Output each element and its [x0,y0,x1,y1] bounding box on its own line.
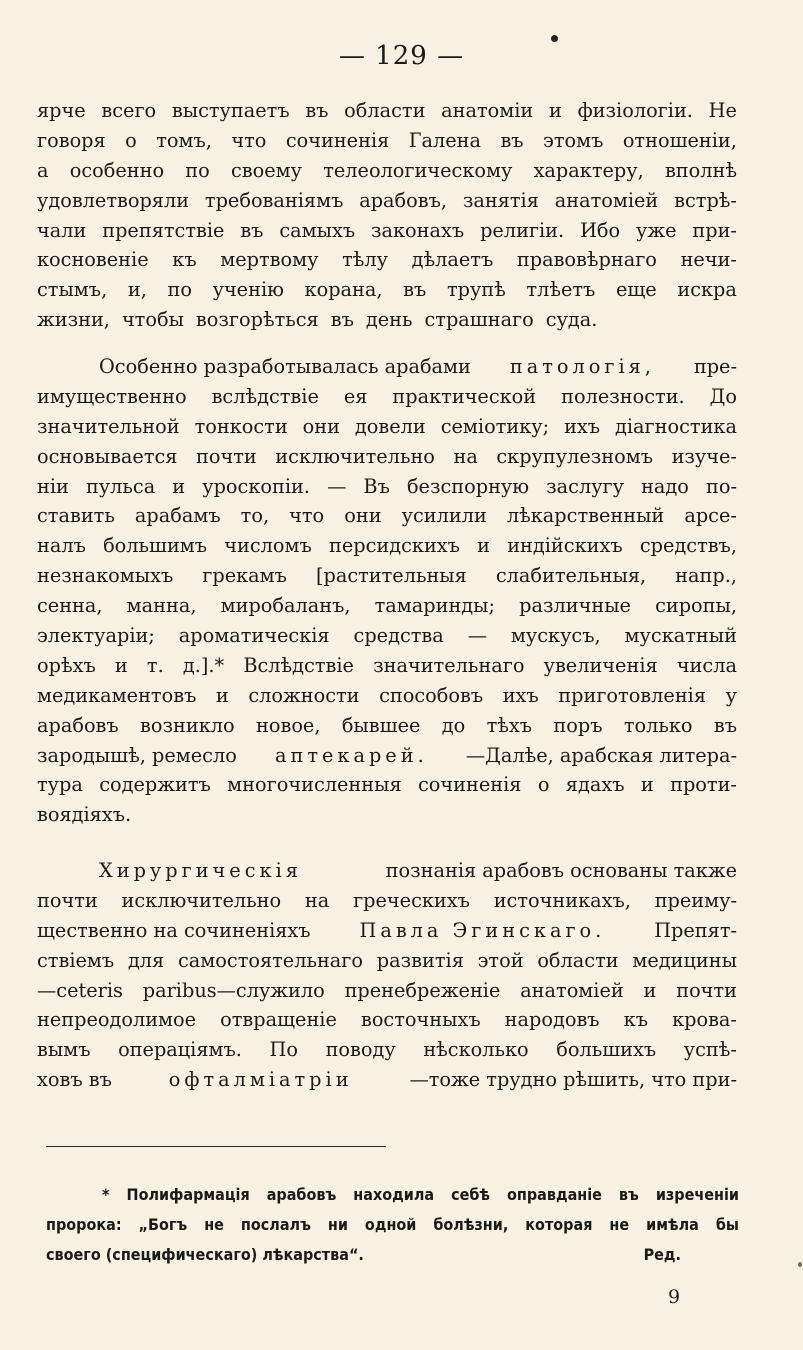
spaced-term: Павла Эгинскаго. [359,918,606,942]
page-header: — 129 — [338,41,465,71]
spaced-term: аптекарей. [275,743,428,767]
spaced-term: Хирургическія [99,859,302,882]
text-line: сенна, манна, миробаланъ, тамаринды; различные сиропы, [37,594,737,618]
text-line: орѣхъ и т. д.].* Вслѣдствіе значительнаго увеличенія числа [37,653,737,677]
text-line: ніи пульса и уроскопіи. — Въ безспорную заслугу надо по- [37,474,737,498]
text-line: говоря о томъ, что сочиненія Галена въ этомъ отношеніи, [37,128,737,152]
text-line: жизни, чтобы возгорѣться въ день страшнаго суда. [37,308,598,332]
text-line: ствіемъ для самостоятельнаго развитія этой области медицины [37,948,737,972]
text-line: незнакомыхъ грекамъ [растительныя слабительныя, напр., [37,564,737,588]
text-line: а особенно по своему телеологическому характеру, вполнѣ [37,158,737,182]
text-line: медикаментовъ и сложности способовъ ихъ приготовленія у [37,683,737,707]
footnote-line: * Полифармація арабовъ находила себѣ оправданіе въ изреченіи [102,1185,739,1204]
footnote-line: пророка: „Богъ не послалъ ни одной болѣзни, которая не имѣла бы [46,1215,739,1234]
footnote-divider [46,1146,386,1147]
text-line: ховъ въ офталміатріи —тоже трудно рѣшить, что при- [37,1065,737,1095]
text-line: стымъ, и, по ученію корана, въ трупѣ тлѣетъ еще искра [37,278,737,302]
paragraph-anatomy [37,96,737,335]
text-line: ярче всего выступаетъ въ области анатоміи и физіологіи. Не [37,99,737,122]
text-line: непреодолимое отвращеніе восточныхъ народовъ къ крова- [37,1008,737,1032]
text-line: ставить арабамъ то, что они усилили лѣкарственный арсе- [37,504,737,528]
paragraph-surgery [37,856,737,1095]
text-line: —ceteris paribus—служило пренебреженіе анатоміей и почти [37,978,737,1002]
spaced-term: патологія, [509,355,655,378]
text-line: почти исключительно на греческихъ источникахъ, преиму- [37,888,737,912]
text-line: значительной тонкости они довели семіотику; ихъ діагностика [37,414,737,438]
text-line: вымъ операціямъ. По поводу нѣсколько большихъ успѣ- [37,1038,737,1062]
text-line: Хирургическія познанія арабовъ основаны также [37,856,737,886]
text-line: Особенно разработывалась арабами патологія, пре- [37,352,737,382]
text-line: удовлетворяли требованіямъ арабовъ, занятія анатоміей встрѣ- [37,188,737,212]
text-line: косновеніе къ мертвому тѣлу дѣлаетъ правовѣрнаго нечи- [37,248,737,272]
text-line: арабовъ возникло новое, бывшее до тѣхъ поръ только въ [37,713,737,737]
text-line: зародышѣ, ремесло аптекарей. —Далѣе, арабская литера- [37,741,737,771]
paragraph-pathology [37,352,737,830]
text-line: налъ большимъ числомъ персидскихъ и индійскихъ средствъ, [37,534,737,558]
ink-spot-small [798,1262,802,1267]
text-line: чали препятствіе въ самыхъ законахъ религіи. Ибо уже при- [37,218,737,242]
footnote-line: своего (специфическаго) лѣкарства“. Ред. [46,1240,739,1270]
text-line: щественно на сочиненіяхъ Павла Эгинскаго. Препят- [37,916,737,946]
text-line: электуаріи; ароматическія средства — мускусъ, мускатный [37,624,737,648]
text-line: воядіяхъ. [37,803,132,827]
text-line: тура содержитъ многочисленныя сочиненія о ядахъ и проти- [37,773,737,797]
footnote [46,1180,739,1270]
page-number: 9 [668,1286,681,1308]
text-line: имущественно вслѣдствіе ея практической полезности. До [37,384,737,408]
ink-spot [551,35,558,42]
editor-mark: Ред. [643,1245,681,1264]
spaced-term: офталміатріи [168,1068,353,1092]
text-line: основывается почти исключительно на скрупулезномъ изуче- [37,444,737,468]
